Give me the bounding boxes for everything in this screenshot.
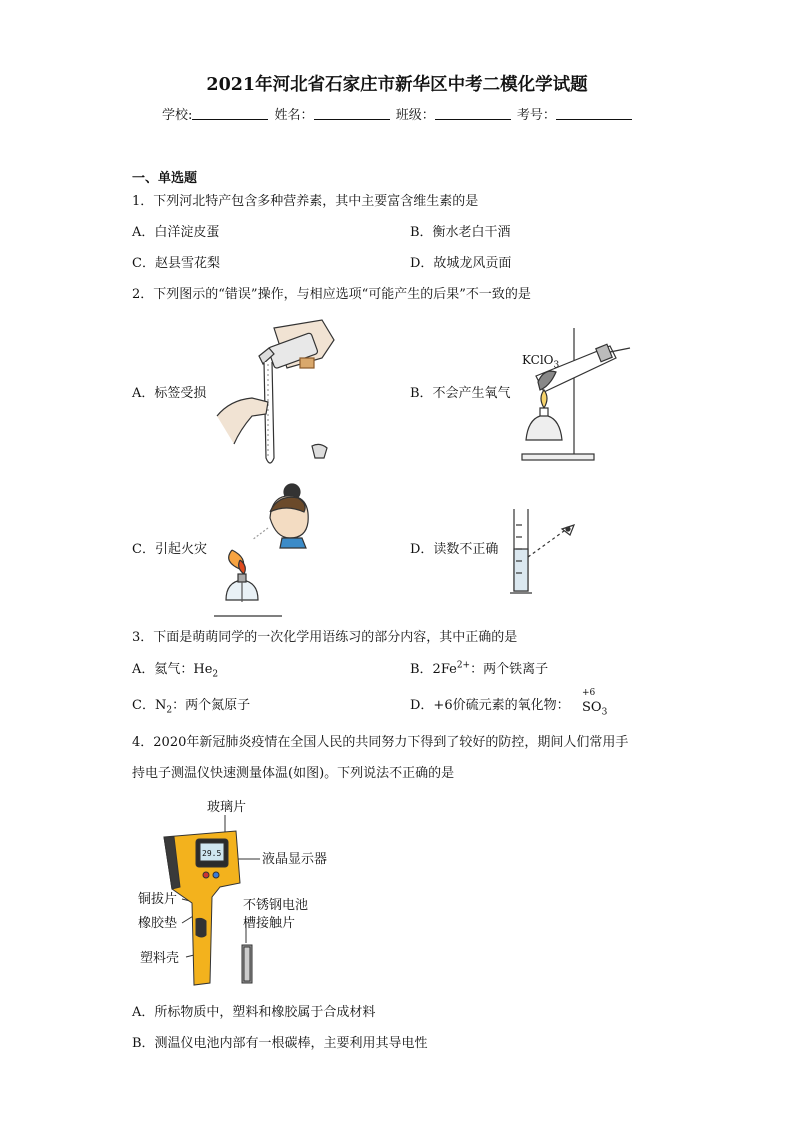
- q3-sulfur-oxide: $SO_3$: [582, 700, 608, 718]
- label-glass: 玻璃片: [207, 800, 247, 815]
- q1-stem: 1．下列河北特产包含多种营养素，其中主要富含维生素的是: [132, 194, 479, 209]
- label-contact-2: 槽接触片: [243, 916, 296, 931]
- q1-option-a: A．白洋淀皮蛋: [132, 225, 220, 240]
- q1-option-c: C．赵县雪花梨: [132, 256, 220, 271]
- figure-blowing-lamp: [212, 482, 312, 620]
- q1-option-b: B．衡水老白干酒: [410, 225, 511, 240]
- q3-sulfur-charge: +6: [582, 688, 596, 698]
- label-lcd: 液晶显示器: [262, 852, 328, 867]
- name-blank: [314, 107, 390, 120]
- q4-stem-line2: 持电子测温仪快速测量体温(如图)。下列说法不正确的是: [132, 766, 455, 781]
- figure-pouring-liquid: [212, 318, 337, 470]
- number-label: 考号：: [516, 108, 556, 123]
- label-contact-1: 不锈钢电池: [243, 898, 309, 913]
- q3-option-c: C．$N_2$：两个氮原子: [132, 698, 251, 716]
- q3-option-b: B．$2Fe^{2+}$：两个铁离子: [410, 660, 549, 677]
- q4-option-a: A．所标物质中，塑料和橡胶属于合成材料: [132, 1005, 376, 1020]
- class-blank: [435, 107, 511, 120]
- q2-option-a: A．标签受损: [132, 386, 207, 401]
- school-label: 学校:: [162, 108, 193, 123]
- q2-option-b: B．不会产生氧气: [410, 386, 511, 401]
- kclo3-label: KClO$_3$: [522, 353, 560, 371]
- school-blank: [192, 107, 268, 120]
- q4-stem-line1: 4．2020年新冠肺炎疫情在全国人民的共同努力下得到了较好的防控，期间人们常用手: [132, 735, 629, 750]
- q1-option-d: D．故城龙风贡面: [410, 256, 512, 271]
- figure-infrared-thermometer: [150, 815, 265, 987]
- q4-option-b: B．测温仪电池内部有一根碳棒，主要利用其导电性: [132, 1036, 428, 1051]
- page-title: 2021年河北省石家庄市新华区中考二模化学试题: [206, 75, 588, 95]
- q2-option-d: D．读数不正确: [410, 542, 499, 557]
- q3-option-a: A．氦气：$He_2$: [132, 662, 219, 680]
- label-rubber: 橡胶垫: [138, 916, 178, 931]
- name-label: 姓名：: [274, 108, 314, 123]
- class-label: 班级：: [395, 108, 435, 123]
- label-shell: 塑料壳: [140, 951, 180, 966]
- q3-option-d: D．+6价硫元素的氧化物：: [410, 698, 570, 713]
- number-blank: [556, 107, 632, 120]
- q2-option-c: C．引起火灾: [132, 542, 207, 557]
- figure-heating-kclo3: [518, 328, 633, 463]
- thermometer-reading: 29.5: [202, 849, 222, 858]
- section-heading: 一、单选题: [132, 171, 198, 186]
- q3-stem: 3．下面是萌萌同学的一次化学用语练习的部分内容，其中正确的是: [132, 630, 518, 645]
- figure-cylinder-reading: [508, 505, 588, 597]
- label-copper: 铜拔片: [138, 892, 178, 907]
- q2-stem: 2．下列图示的“错误”操作，与相应选项“可能产生的后果”不一致的是: [132, 287, 531, 302]
- student-info-line: [162, 104, 634, 123]
